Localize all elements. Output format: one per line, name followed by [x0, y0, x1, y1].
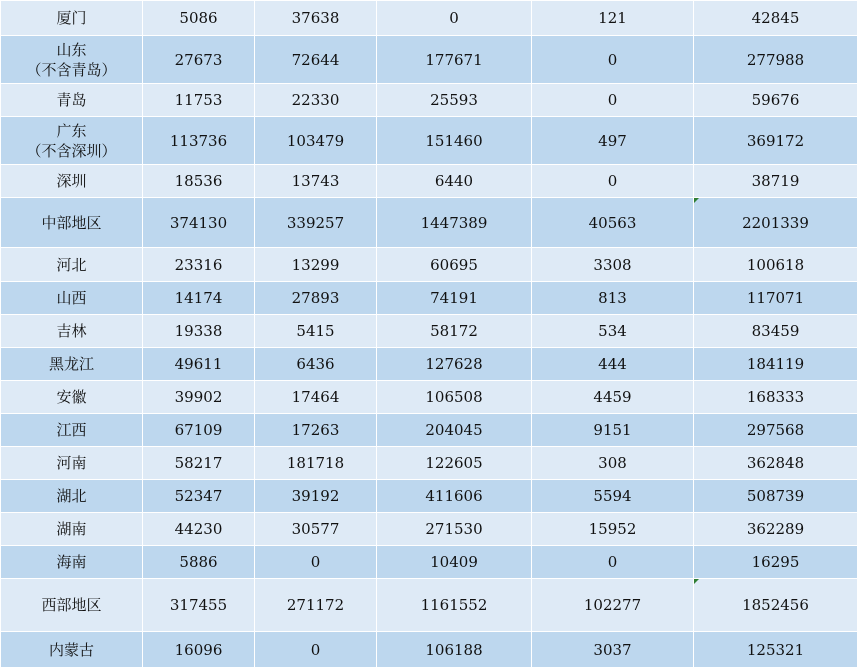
- region-name-note: （不含青岛）: [26, 60, 117, 79]
- region-cell: 青岛: [1, 84, 143, 117]
- value-cell: 4459: [532, 381, 694, 414]
- value-cell: 103479: [255, 117, 377, 165]
- value-cell: 362289: [694, 513, 857, 546]
- value-cell: 3037: [532, 632, 694, 667]
- table-row: [1, 84, 857, 117]
- value-cell: 67109: [143, 414, 255, 447]
- value-cell: 151460: [377, 117, 532, 165]
- value-cell: 16295: [694, 546, 857, 579]
- value-cell: [694, 579, 857, 632]
- table-row: [1, 282, 857, 315]
- value-cell: 534: [532, 315, 694, 348]
- value-cell: 362848: [694, 447, 857, 480]
- value-cell: 16096: [143, 632, 255, 667]
- value-cell: 339257: [255, 198, 377, 248]
- value-cell: 11753: [143, 84, 255, 117]
- value-cell: 17464: [255, 381, 377, 414]
- value-cell: 444: [532, 348, 694, 381]
- value-cell: 497: [532, 117, 694, 165]
- value-cell: 106188: [377, 632, 532, 667]
- region-cell: 海南: [1, 546, 143, 579]
- region-cell: 山西: [1, 282, 143, 315]
- value-cell: 27673: [143, 36, 255, 84]
- region-cell: 湖南: [1, 513, 143, 546]
- comment-indicator-icon: [694, 198, 699, 203]
- value-cell: 39902: [143, 381, 255, 414]
- table-row: [1, 36, 857, 84]
- value-cell: 42845: [694, 1, 857, 36]
- value-cell: 13743: [255, 165, 377, 198]
- value-cell: 1447389: [377, 198, 532, 248]
- region-name-line: 广东: [56, 121, 87, 140]
- table-row: [1, 447, 857, 480]
- value-cell: 44230: [143, 513, 255, 546]
- comment-indicator-icon: [694, 579, 699, 584]
- value-cell: 5415: [255, 315, 377, 348]
- region-cell: 吉林: [1, 315, 143, 348]
- value-cell: 6440: [377, 165, 532, 198]
- table-row: [1, 513, 857, 546]
- table-row: [1, 248, 857, 282]
- value-cell: [694, 198, 857, 248]
- table-row: [1, 381, 857, 414]
- value-cell: 0: [532, 36, 694, 84]
- value-cell: 177671: [377, 36, 532, 84]
- region-cell: 中部地区: [1, 198, 143, 248]
- region-cell: 河北: [1, 248, 143, 282]
- value-cell: 74191: [377, 282, 532, 315]
- value-cell: 9151: [532, 414, 694, 447]
- value-cell: 5886: [143, 546, 255, 579]
- value-cell: 297568: [694, 414, 857, 447]
- value-cell: 369172: [694, 117, 857, 165]
- region-cell: [1, 36, 143, 84]
- value-cell: 3308: [532, 248, 694, 282]
- value-cell: 10409: [377, 546, 532, 579]
- value-cell: 125321: [694, 632, 857, 667]
- value-cell: 102277: [532, 579, 694, 632]
- region-cell: 西部地区: [1, 579, 143, 632]
- table-row: [1, 480, 857, 513]
- table-row: [1, 348, 857, 381]
- value-cell: 271530: [377, 513, 532, 546]
- value-text: 1852456: [742, 596, 809, 614]
- value-cell: 508739: [694, 480, 857, 513]
- value-cell: 23316: [143, 248, 255, 282]
- value-cell: 1161552: [377, 579, 532, 632]
- region-cell: 深圳: [1, 165, 143, 198]
- value-cell: 18536: [143, 165, 255, 198]
- table-row: [1, 165, 857, 198]
- table-row: [1, 546, 857, 579]
- region-cell: 江西: [1, 414, 143, 447]
- value-cell: 30577: [255, 513, 377, 546]
- table-row: [1, 632, 857, 667]
- table-row: [1, 579, 857, 632]
- value-cell: 0: [255, 632, 377, 667]
- value-cell: 83459: [694, 315, 857, 348]
- region-name-line: 山东: [56, 40, 87, 59]
- value-cell: 15952: [532, 513, 694, 546]
- region-cell: [1, 117, 143, 165]
- value-cell: 308: [532, 447, 694, 480]
- value-cell: 58217: [143, 447, 255, 480]
- value-cell: 27893: [255, 282, 377, 315]
- value-cell: 5086: [143, 1, 255, 36]
- region-cell: 安徽: [1, 381, 143, 414]
- value-cell: 58172: [377, 315, 532, 348]
- value-cell: 39192: [255, 480, 377, 513]
- value-cell: 181718: [255, 447, 377, 480]
- value-cell: 204045: [377, 414, 532, 447]
- value-cell: 25593: [377, 84, 532, 117]
- value-cell: 0: [377, 1, 532, 36]
- value-cell: 127628: [377, 348, 532, 381]
- region-cell: 河南: [1, 447, 143, 480]
- value-cell: 106508: [377, 381, 532, 414]
- value-cell: 411606: [377, 480, 532, 513]
- value-cell: 40563: [532, 198, 694, 248]
- value-cell: 14174: [143, 282, 255, 315]
- value-cell: 0: [255, 546, 377, 579]
- value-cell: 6436: [255, 348, 377, 381]
- value-cell: 0: [532, 165, 694, 198]
- value-cell: 117071: [694, 282, 857, 315]
- value-cell: 277988: [694, 36, 857, 84]
- region-cell: 内蒙古: [1, 632, 143, 667]
- value-cell: 5594: [532, 480, 694, 513]
- value-cell: 168333: [694, 381, 857, 414]
- value-cell: 317455: [143, 579, 255, 632]
- value-cell: 374130: [143, 198, 255, 248]
- region-name-note: （不含深圳）: [26, 141, 117, 160]
- value-cell: 72644: [255, 36, 377, 84]
- value-cell: 38719: [694, 165, 857, 198]
- region-cell: 湖北: [1, 480, 143, 513]
- value-cell: 13299: [255, 248, 377, 282]
- value-cell: 0: [532, 546, 694, 579]
- value-cell: 122605: [377, 447, 532, 480]
- value-cell: 60695: [377, 248, 532, 282]
- value-text: 2201339: [742, 213, 809, 232]
- value-cell: 0: [532, 84, 694, 117]
- value-cell: 52347: [143, 480, 255, 513]
- table-row: [1, 414, 857, 447]
- region-cell: 黑龙江: [1, 348, 143, 381]
- value-cell: 113736: [143, 117, 255, 165]
- value-cell: 49611: [143, 348, 255, 381]
- value-cell: 100618: [694, 248, 857, 282]
- value-cell: 17263: [255, 414, 377, 447]
- value-cell: 184119: [694, 348, 857, 381]
- region-cell: 厦门: [1, 1, 143, 36]
- value-cell: 271172: [255, 579, 377, 632]
- value-cell: 22330: [255, 84, 377, 117]
- table-row: [1, 117, 857, 165]
- value-cell: 121: [532, 1, 694, 36]
- table-row: [1, 1, 857, 36]
- table-row: [1, 198, 857, 248]
- table-row: [1, 315, 857, 348]
- value-cell: 813: [532, 282, 694, 315]
- value-cell: 37638: [255, 1, 377, 36]
- value-cell: 59676: [694, 84, 857, 117]
- value-cell: 19338: [143, 315, 255, 348]
